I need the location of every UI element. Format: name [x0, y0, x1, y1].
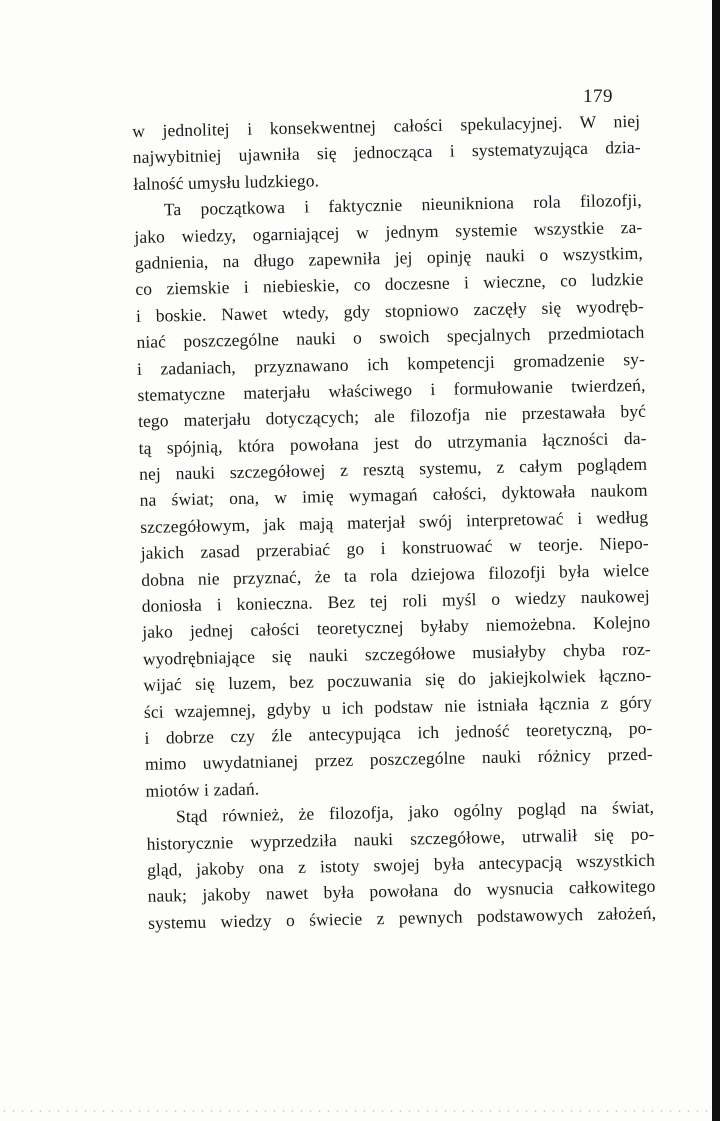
text-line: jakich zasad przerabiać go i konstruować w teorje. Niepo- [140, 532, 649, 564]
text-line: mimo uwydatnianej przez poszczególne nauki różnicy przed- [144, 744, 654, 775]
text-line: historycznie wyprzedziła nauki szczegółowe, utrwalił się po- [146, 823, 655, 854]
text-line: gląd, jakoby ona z istoty swojej była antecypacją wszystkich [146, 849, 656, 880]
text-line: Stąd również, że filozofja, jako ogólny pogląd na świat, [175, 796, 655, 827]
text-line: nauk; jakoby nawet była powołana do wysnucia całkowitego [147, 875, 656, 907]
text-line: tego materjału dotyczących; ale filozofja nie przestawała być [137, 401, 647, 432]
text-line: i zadaniach, przyznawano ich kompetencji gromadzenie sy- [136, 348, 646, 379]
text-line: jako jednej całości teoretycznej byłaby niemożebna. Kolejno [142, 612, 651, 643]
text-line: miotów i zadań. [145, 778, 260, 801]
text-line: najwybitniej ujawniła się jednocząca i systematyzująca dzia- [132, 137, 641, 168]
page-number: 179 [583, 86, 613, 107]
scan-noise [0, 1108, 712, 1114]
text-line: niać poszczególne nauki o swoich specjalnych przedmiotach [136, 321, 645, 353]
text-line: i boskie. Nawet wtedy, gdy stopniowo zaczęły się wyodręb- [135, 295, 645, 326]
text-line: w jednolitej i konsekwentnej całości spekulacyjnej. W niej [132, 110, 641, 141]
text-line: jako wiedzy, ogarniającej w jednym systemie wszystkie za- [134, 216, 643, 247]
body-text [132, 108, 656, 936]
text-line: łalność umysłu ludzkiego. [133, 170, 320, 194]
text-line: nej nauki szczegółowej z resztą systemu, z całym poglądem [138, 453, 648, 485]
text-line: wijać się luzem, bez poczuwania się do jakiejkolwiek łączno- [143, 664, 652, 696]
text-line: gadnienia, na długo zapewniła jej opinję nauki o wszystkim, [134, 242, 644, 273]
text-line: co ziemskie i niebieskie, co doczesne i wieczne, co ludzkie [135, 269, 644, 300]
text-line: dobna nie przyznać, że ta rola dziejowa filozofji była wielce [141, 559, 650, 590]
text-line: szczegółowym, jak mają materjał swój interpretować i według [140, 506, 649, 537]
text-line: stematyczne materjału właściwego i formułowanie twierdzeń, [137, 374, 646, 405]
text-line: tą spójnią, która powołana jest do utrzymania łączności da- [138, 427, 647, 458]
text-line: ści wzajemnej, gdyby u ich podstaw nie istniała łącznia z góry [143, 691, 653, 722]
text-line: Ta początkowa i faktycznie nieunikniona rola filozofji, [163, 189, 642, 220]
text-line: wyodrębniające się nauki szczegółowe musiałyby chyba roz- [142, 638, 651, 669]
text-line: systemu wiedzy o świecie z pewnych podstawowych założeń, [147, 902, 657, 933]
text-line: na świat; ona, w imię wymagań całości, dyktowała naukom [139, 480, 648, 511]
text-line: i dobrze czy źle antecypująca ich jedność teoretyczną, po- [144, 717, 653, 748]
text-line: doniosła i konieczna. Bez tej roli myśl o wiedzy naukowej [141, 585, 650, 616]
scan-edge [712, 0, 720, 1121]
